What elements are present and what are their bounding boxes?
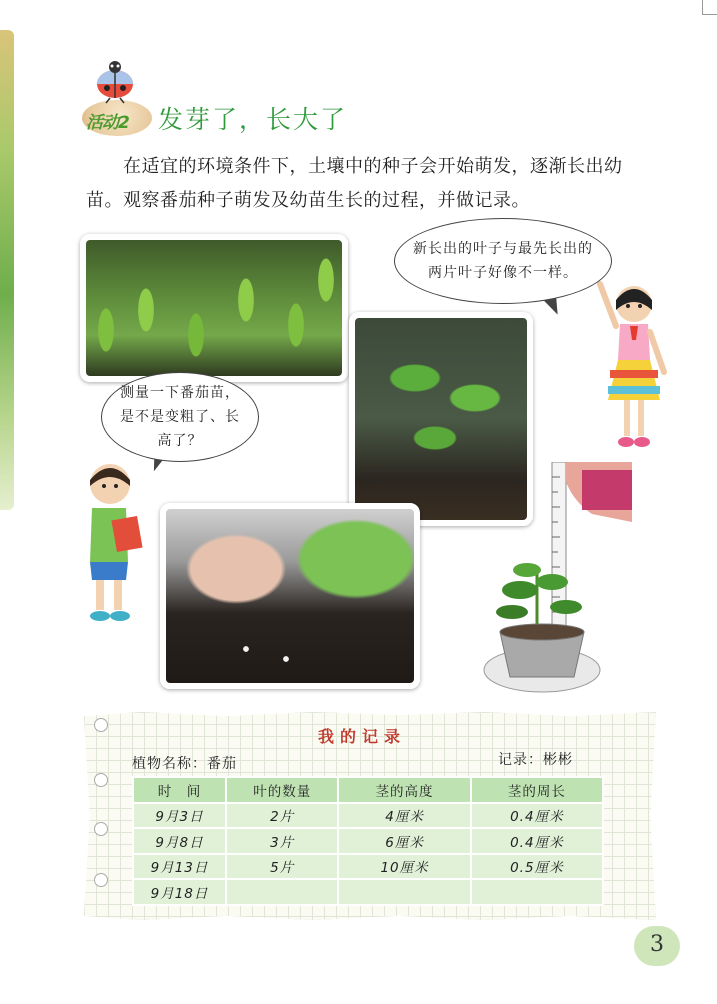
activity-title: 发芽了，长大了: [158, 105, 348, 134]
col-header-leaf-count: 叶的数量: [226, 777, 338, 803]
table-row: [133, 854, 603, 880]
table-cell: 9月18日: [133, 879, 226, 905]
table-cell: 9月3日: [133, 803, 226, 829]
ladybug-icon: [92, 58, 138, 104]
girl-illustration: [594, 276, 676, 452]
page-number: 3: [650, 932, 664, 957]
girl-speech-bubble: 新长出的叶子与最先长出的两片叶子好像不一样。: [394, 218, 612, 304]
intro-paragraph: 在适宜的环境条件下，土壤中的种子会开始萌发，逐渐长出幼苗。观察番茄种子萌发及幼苗生长的过程，并做记录。: [86, 156, 623, 211]
table-cell: 5片: [226, 854, 338, 880]
table-row: [133, 803, 603, 829]
col-header-stem-height: 茎的高度: [338, 777, 470, 803]
table-cell: 10厘米: [338, 854, 470, 880]
plant-name-label: 植物名称：番茄: [132, 756, 237, 772]
table-cell: 0.5厘米: [471, 854, 603, 880]
potted-plant-ruler-image: [482, 462, 632, 702]
table-cell: 9月13日: [133, 854, 226, 880]
record-title: 我的记录: [318, 727, 407, 746]
table-cell: 9月8日: [133, 828, 226, 854]
measuring-stem-photo: [160, 503, 420, 689]
col-header-time: 时 间: [133, 777, 226, 803]
record-table: [132, 776, 604, 906]
crop-mark: [702, 0, 717, 15]
paper-hole: [94, 873, 108, 887]
recorder-label: 记录：彬彬: [498, 752, 573, 768]
table-cell: 6厘米: [338, 828, 470, 854]
table-cell: 3片: [226, 828, 338, 854]
paper-hole: [94, 773, 108, 787]
table-row: [133, 828, 603, 854]
table-cell: [226, 879, 338, 905]
table-cell: [471, 879, 603, 905]
activity-tag: 活动2: [86, 113, 129, 133]
left-decorative-strip: [0, 30, 14, 510]
table-cell: 4厘米: [338, 803, 470, 829]
paper-hole: [94, 822, 108, 836]
table-cell: [338, 879, 470, 905]
table-header-row: [133, 777, 603, 803]
table-row: [133, 879, 603, 905]
paper-hole: [94, 718, 108, 732]
col-header-stem-girth: 茎的周长: [471, 777, 603, 803]
table-cell: 2片: [226, 803, 338, 829]
table-cell: 0.4厘米: [471, 828, 603, 854]
seedlings-photo: [80, 234, 348, 382]
boy-speech-bubble: 测量一下番茄苗，是不是变粗了、长高了？: [101, 372, 259, 462]
boy-illustration: [80, 458, 146, 624]
table-cell: 0.4厘米: [471, 803, 603, 829]
